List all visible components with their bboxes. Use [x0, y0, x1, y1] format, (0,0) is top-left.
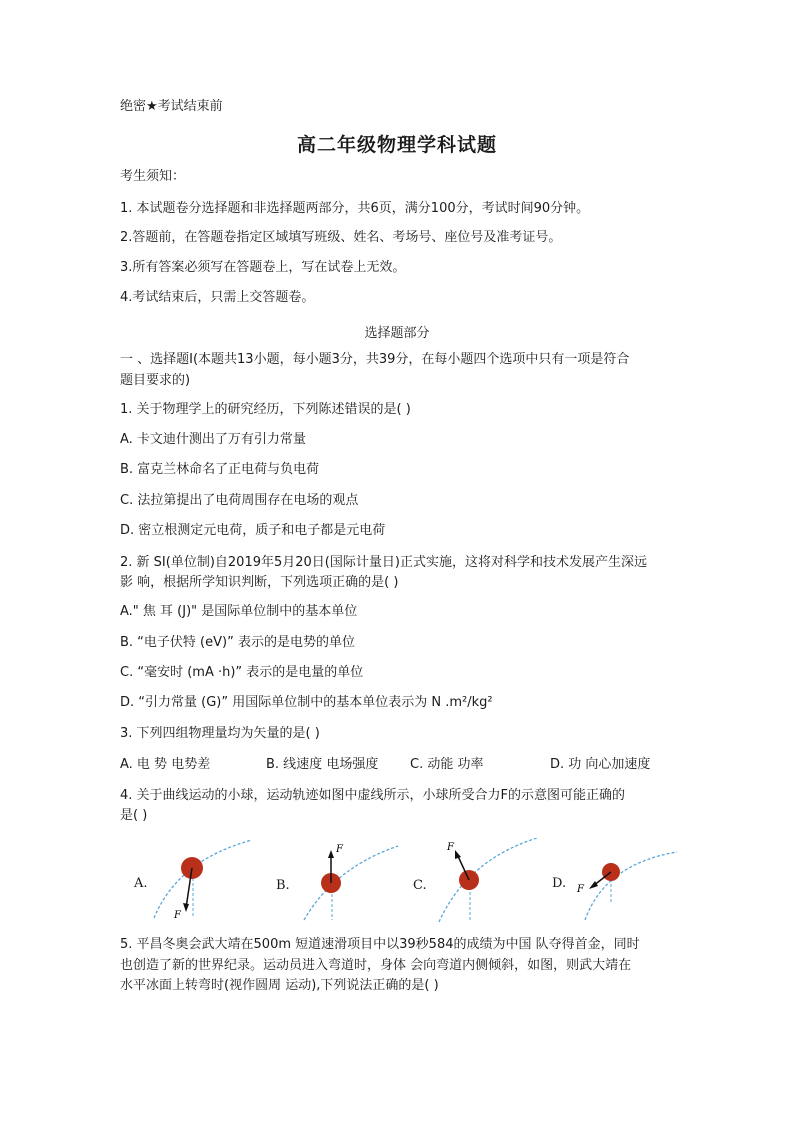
- figure-d-diagram: [545, 838, 685, 928]
- question-2-option-c: C. “毫安时 (mA ·h)” 表示的是电量的单位: [120, 665, 364, 680]
- force-arrowhead: [589, 881, 598, 889]
- part1-instruction-cont: 题目要求的): [120, 373, 191, 388]
- question-1-option-d: D. 密立根测定元电荷，质子和电子都是元电荷: [120, 523, 386, 538]
- trajectory-curve: [585, 852, 677, 920]
- notice-item: 1. 本试题卷分选择题和非选择题两部分，共6页，满分100分，考试时间90分钟。: [120, 201, 590, 216]
- force-arrowhead: [455, 850, 461, 859]
- notice-item: 3.所有答案必须写在答题卷上，写在试卷上无效。: [120, 260, 406, 275]
- figure-c: [405, 838, 545, 928]
- question-1-option-a: A. 卡文迪什测出了万有引力常量: [120, 432, 306, 447]
- force-label: F: [336, 844, 343, 855]
- question-3-option-c: C. 动能 功率: [410, 757, 484, 772]
- question-2-option-b: B. “电子伏特 (eV)” 表示的是电势的单位: [120, 635, 355, 650]
- figure-d-label: D.: [552, 876, 567, 891]
- force-label: F: [174, 910, 181, 921]
- section-title: 选择题部分: [364, 326, 430, 341]
- question-1-option-c: C. 法拉第提出了电荷周围存在电场的观点: [120, 493, 359, 508]
- question-4-stem: 4. 关于曲线运动的小球，运动轨迹如图中虚线所示，小球所受合力F的示意图可能正确的: [120, 788, 626, 803]
- question-1-stem: 1. 关于物理学上的研究经历，下列陈述错误的是( ): [120, 402, 411, 417]
- question-4-stem-cont: 是( ): [120, 808, 148, 823]
- question-2-stem-cont: 影 响，根据所学知识判断，下列选项正确的是( ): [120, 575, 399, 590]
- question-4-figures: [120, 838, 680, 928]
- notice-heading: 考生须知：: [120, 169, 186, 184]
- part1-instruction: 一 、选择题I(本题共13小题，每小题3分，共39分，在每小题四个选项中只有一项是符合: [120, 352, 630, 367]
- trajectory-curve: [154, 840, 252, 918]
- question-5-stem-cont: 水平冰面上转弯时(视作圆周 运动),下列说法正确的是( ): [120, 978, 439, 993]
- question-5-stem-cont: 也创造了新的世界纪录。运动员进入弯道时，身体 会向弯道内侧倾斜，如图，则武大靖在: [120, 958, 632, 973]
- question-3-option-d: D. 功 向心加速度: [550, 757, 651, 772]
- question-2-option-d: D. “引力常量 (G)” 用国际单位制中的基本单位表示为 N .m²/kg²: [120, 695, 493, 710]
- question-1-option-b: B. 富克兰林命名了正电荷与负电荷: [120, 462, 320, 477]
- figure-a-diagram: [120, 838, 260, 928]
- trajectory-curve: [304, 846, 398, 920]
- question-5-stem: 5. 平昌冬奥会武大靖在500m 短道速滑项目中以39秒584的成绩为中国 队夺得首金，同时: [120, 937, 640, 952]
- question-2-option-a: A." 焦 耳 (J)" 是国际单位制中的基本单位: [120, 604, 358, 619]
- force-arrowhead: [183, 903, 189, 912]
- question-2-stem: 2. 新 SI(单位制)自2019年5月20日(国际计量日)正式实施，这将对科学和技术发展产生深远: [120, 555, 647, 570]
- notice-item: 4.考试结束后，只需上交答题卷。: [120, 290, 315, 305]
- figure-b-diagram: [270, 838, 410, 928]
- figure-a: [120, 838, 260, 928]
- page-title: 高二年级物理学科试题: [296, 134, 497, 156]
- force-label: F: [577, 884, 584, 895]
- figure-d: [545, 838, 685, 928]
- question-3-option-a: A. 电 势 电势差: [120, 757, 211, 772]
- force-arrowhead: [328, 850, 334, 858]
- confidential-label: 绝密★考试结束前: [120, 99, 223, 114]
- question-3-stem: 3. 下列四组物理量均为矢量的是( ): [120, 726, 320, 741]
- figure-c-label: C.: [413, 878, 427, 893]
- question-3-option-b: B. 线速度 电场强度: [266, 757, 379, 772]
- notice-item: 2.答题前，在答题卷指定区域填写班级、姓名、考场号、座位号及准考证号。: [120, 230, 562, 245]
- figure-b-label: B.: [276, 878, 290, 893]
- figure-c-diagram: [405, 838, 545, 928]
- figure-b: [270, 838, 410, 928]
- figure-a-label: A.: [134, 876, 148, 891]
- force-label: F: [447, 842, 454, 853]
